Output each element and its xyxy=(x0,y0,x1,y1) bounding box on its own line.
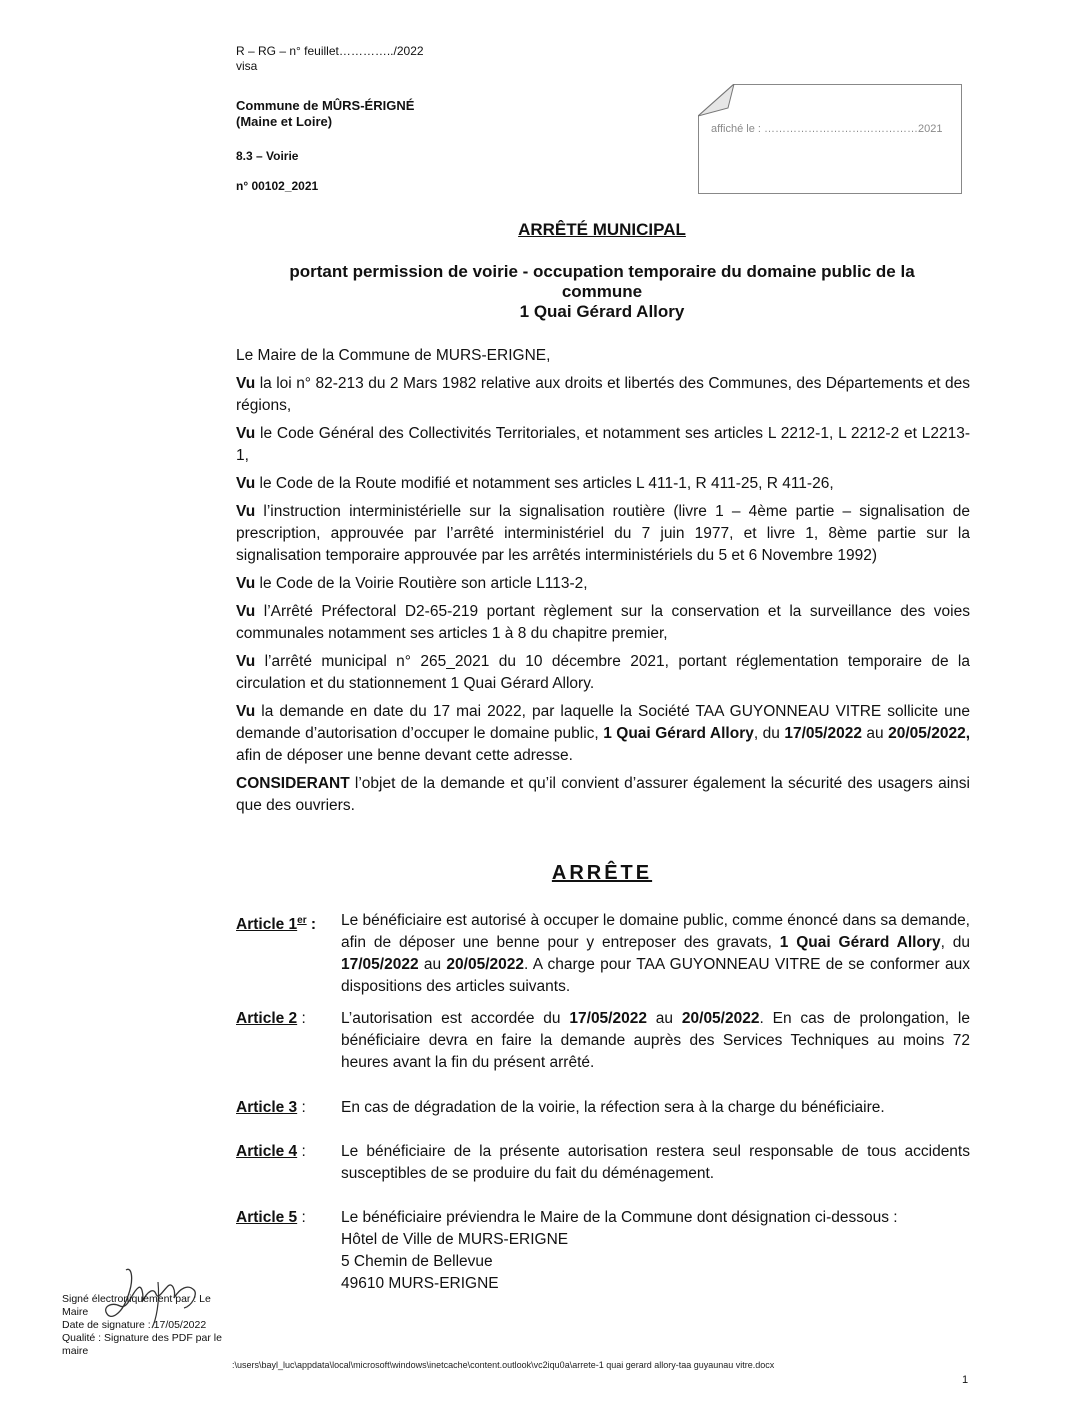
subject-line-3: 1 Quai Gérard Allory xyxy=(519,302,685,321)
article-1 xyxy=(236,910,970,998)
decree-number: n° 00102_2021 xyxy=(236,179,319,193)
article-4 xyxy=(236,1141,970,1185)
visa-label: visa xyxy=(236,59,258,73)
article-label: Article 1er : xyxy=(236,915,317,934)
article-text: L’autorisation est accordée du 17/05/2022 au 20/05/2022. En cas de prolongation, le bénéficiaire devra en faire la demande auprès des Services Techniques au moins 72 heures avant la fin du présent arrêté. xyxy=(341,1010,970,1071)
decree-subject xyxy=(230,262,974,322)
commune-name: Commune de MÛRS-ÉRIGNÉ xyxy=(236,98,415,113)
page-title: ARRÊTÉ MUNICIPAL xyxy=(518,220,686,239)
page-number: 1 xyxy=(962,1374,969,1386)
article-3 xyxy=(236,1097,970,1119)
considerant-paragraph: CONSIDERANT l’objet de la demande et qu’il convient d’assurer également la sécurité des usagers ainsi que des ouvriers. xyxy=(236,775,970,814)
subject-line-1: portant permission de voirie - occupation temporaire du domaine public de la xyxy=(289,262,915,281)
preamble xyxy=(236,345,970,823)
electronic-signature-info: Signé électroniquement par : Le Maire Date de signature : 17/05/2022 Qualité : Signature des PDF par le maire xyxy=(62,1293,222,1357)
vu-paragraph: Vu l’arrêté municipal n° 265_2021 du 10 décembre 2021, portant réglementation temporaire de la circulation et du stationnement 1 Quai Gérard Allory. xyxy=(236,653,970,692)
category-label: 8.3 – Voirie xyxy=(236,149,299,163)
article-label: Article 5 : xyxy=(236,1209,306,1226)
address-line: 5 Chemin de Bellevue xyxy=(341,1253,493,1270)
posted-date-text: affiché le : ……………………………………2021 xyxy=(711,123,943,135)
vu-paragraph: Vu l’instruction interministérielle sur la signalisation routière (livre 1 – 4ème partie – signalisation de prescription, approuvée par l’arrêté interministériel du 7 juin 1977, et livre 1, 8ème partie sur la signalisation temporaire approuvée par les arrêtés interministériels du 5 et 6 Novembre 1992) xyxy=(236,503,970,564)
article-text: Le bénéficiaire préviendra le Maire de la Commune dont désignation ci-dessous : Hôtel de Ville de MURS-ERIGNE 5 Chemin de Bellevue 49610 MURS-ERIGNE xyxy=(341,1207,970,1295)
vu-paragraph: Vu le Code Général des Collectivités Territoriales, et notamment ses articles L 2212-1, L 2212-2 et L2213-1, xyxy=(236,425,970,464)
address-line: Hôtel de Ville de MURS-ERIGNE xyxy=(341,1231,569,1248)
folded-corner-icon xyxy=(698,84,738,120)
article-label: Article 4 : xyxy=(236,1143,306,1160)
vu-paragraph: Vu la demande en date du 17 mai 2022, par laquelle la Société TAA GUYONNEAU VITRE sollicite une demande d’autorisation d’occuper le domaine public, 1 Quai Gérard Allory, du 17/05/2022 au 20/05/2022, afin de déposer une benne devant cette adresse. xyxy=(236,703,971,764)
article-label: Article 2 : xyxy=(236,1010,306,1027)
arrete-heading: ARRÊTE xyxy=(551,862,653,884)
article-text: Le bénéficiaire de la présente autorisation restera seul responsable de tous accidents susceptibles de se produire du fait du déménagement. xyxy=(341,1143,970,1182)
department-name: (Maine et Loire) xyxy=(236,114,333,129)
vu-paragraph: Vu la loi n° 82-213 du 2 Mars 1982 relative aux droits et libertés des Communes, des Départements et des régions, xyxy=(236,375,970,414)
preamble-intro: Le Maire de la Commune de MURS-ERIGNE, xyxy=(236,347,551,364)
article-text: Le bénéficiaire est autorisé à occuper le domaine public, comme énoncé dans sa demande, afin de déposer une benne pour y entreposer des gravats, 1 Quai Gérard Allory, du 17/05/2022 au 20/05/2022. A charge pour TAA GUYONNEAU VITRE de se conformer aux dispositions des articles suivants. xyxy=(341,912,970,995)
article-5 xyxy=(236,1207,970,1295)
article-label: Article 3 : xyxy=(236,1099,306,1116)
address-line: 49610 MURS-ERIGNE xyxy=(341,1275,499,1292)
article-text: En cas de dégradation de la voirie, la réfection sera à la charge du bénéficiaire. xyxy=(341,1099,885,1116)
vu-paragraph: Vu le Code de la Voirie Routière son article L113-2, xyxy=(236,575,588,592)
vu-paragraph: Vu le Code de la Route modifié et notamment ses articles L 411-1, R 411-25, R 411-26, xyxy=(236,475,834,492)
article-2 xyxy=(236,1008,970,1074)
vu-paragraph: Vu l’Arrêté Préfectoral D2-65-219 portant règlement sur la conservation et la surveillance des voies communales notamment ses articles 1 à 8 du chapitre premier, xyxy=(236,603,970,642)
reference-line: R – RG – n° feuillet…………../2022 xyxy=(236,44,424,58)
posted-date-box xyxy=(698,84,962,194)
subject-line-2: commune xyxy=(561,282,643,301)
file-path: :\users\bayl_luc\appdata\local\microsoft\windows\inetcache\content.outlook\vc2iqu0a\arrete-1 quai gerard allory-taa guyaunau vitre.docx xyxy=(232,1360,775,1370)
